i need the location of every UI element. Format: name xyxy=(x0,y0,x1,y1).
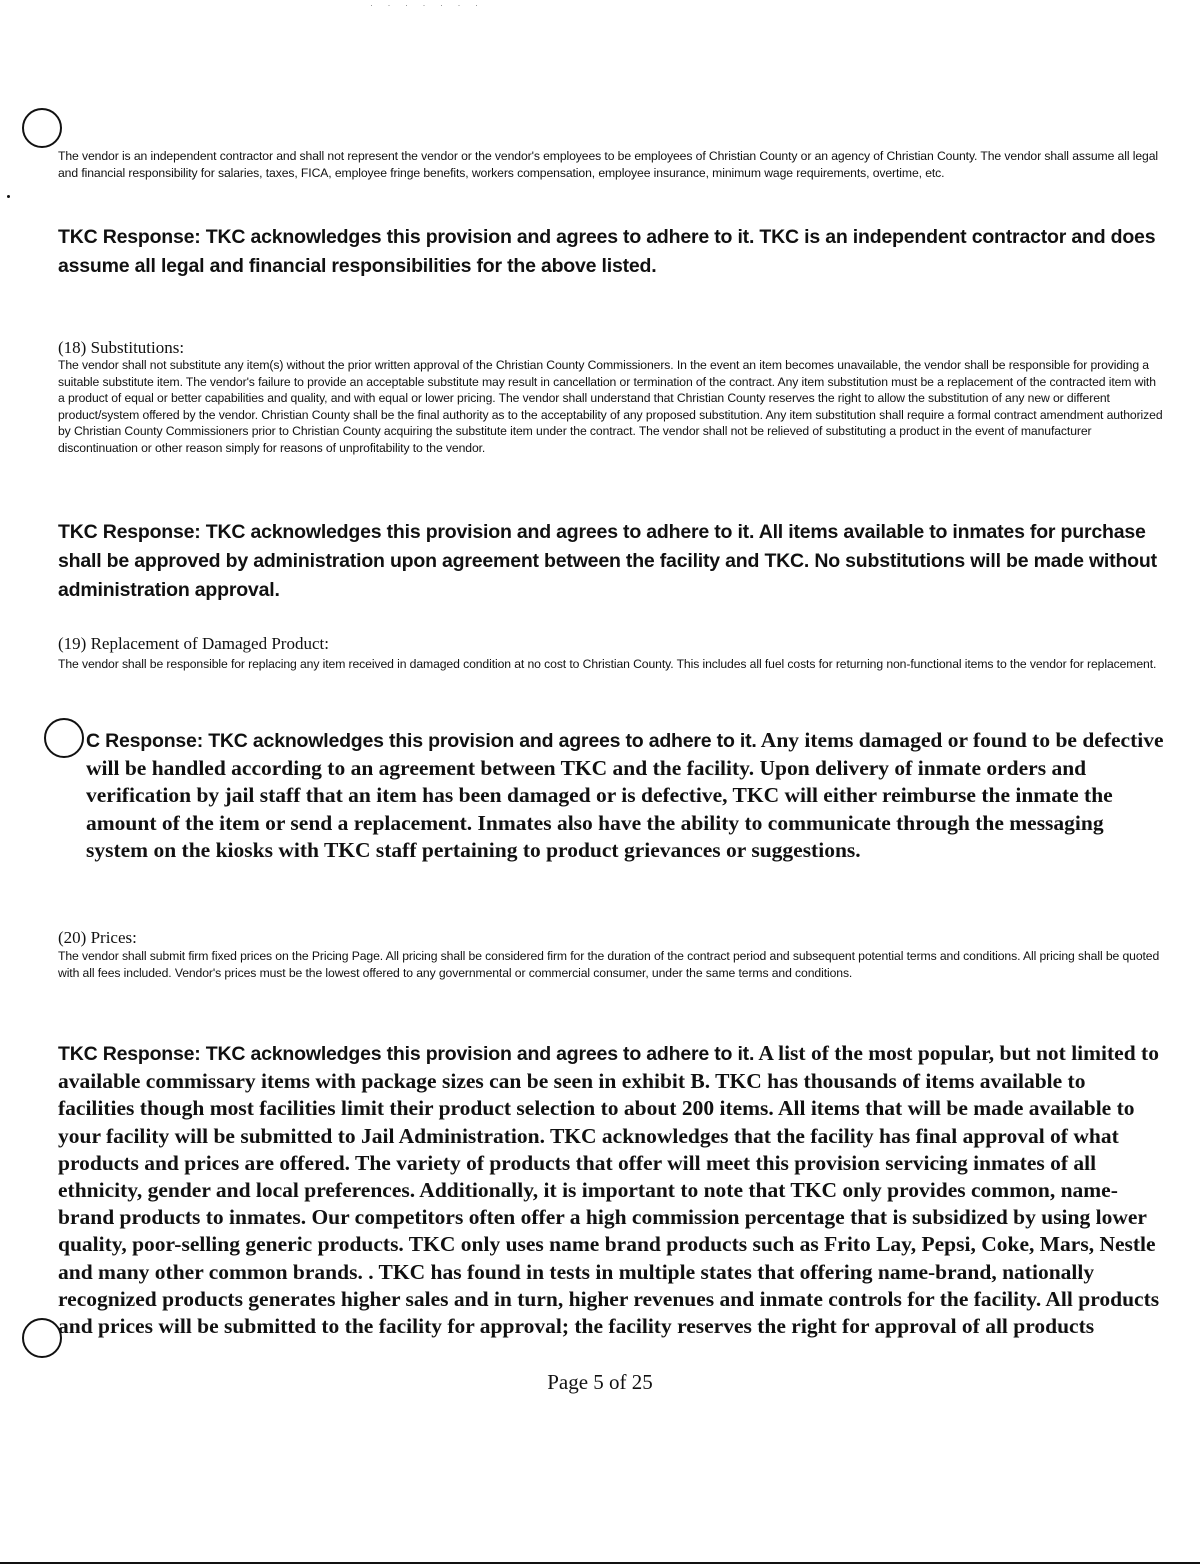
section-20-response-lead: TKC Response: TKC acknowledges this provision and agrees to adhere to it. xyxy=(58,1043,755,1065)
section-20-response xyxy=(58,1040,1164,1340)
scan-artifact: · · · · · · · xyxy=(370,0,484,10)
scan-bottom-edge xyxy=(0,1562,1200,1564)
section-19-response-body: Any items damaged or found to be defective will be handled according to an agreement between TKC and the facility. Upon delivery of inmate orders and verification by jail staff that an item has been damaged or is defective, TKC will either reimburse the inmate the amount of the item or send a replacement. Inmates also have the ability to communicate through the messaging system on the kiosks with TKC staff pertaining to product grievances or suggestions. xyxy=(86,728,1164,862)
section-17-response: TKC Response: TKC acknowledges this provision and agrees to adhere to it. TKC is an independent contractor and does assume all legal and financial responsibilities for the above listed. xyxy=(58,226,1156,277)
section-17-text: The vendor is an independent contractor and shall not represent the vendor or the vendor's employees to be employees of Christian County or an agency of Christian County. The vendor shall assume all legal and financial responsibility for salaries, taxes, FICA, employee fringe benefits, workers compensation, employee insurance, minimum wage requirements, overtime, etc. xyxy=(58,149,1158,180)
section-18-text: The vendor shall not substitute any item(s) without the prior written approval of the Christian County Commissioners. In the event an item becomes unavailable, the vendor shall be responsible for providing a suitable substitute item. The vendor's failure to provide an acceptable substitute may result in cancellation or termination of the contract. Any item substitution must be a replacement of the contracted item with a product of equal or better capabilities and quality, and with equal or lower pricing. The vendor shall understand that Christian County reserves the right to allow the substitution of any new or different product/system offered by the vendor. Christian County shall be the final authority as to the acceptability of any proposed substitution. Any item substitution shall require a formal contract amendment authorized by Christian County Commissioners prior to Christian County acquiring the substitute item under the contract. The vendor shall not be relieved of substituting a product in the event of manufacturer discontinuation or other reason simply for reasons of unprofitability to the vendor. xyxy=(58,358,1163,455)
section-19-response-lead: C Response: TKC acknowledges this provision and agrees to adhere to it. xyxy=(86,730,757,752)
section-18-heading: (18) Substitutions: xyxy=(58,338,185,357)
section-19-text: The vendor shall be responsible for replacing any item received in damaged condition at no cost to Christian County. This includes all fuel costs for returning non-functional items to the vendor for replacement. xyxy=(58,657,1157,671)
page-number: Page 5 of 25 xyxy=(547,1370,653,1394)
section-19-response xyxy=(86,727,1164,864)
section-18-response: TKC Response: TKC acknowledges this provision and agrees to adhere to it. All items available to inmates for purchase shall be approved by administration upon agreement between the facility and TKC. No substitutions will be made without administration approval. xyxy=(58,521,1157,601)
hole-punch-top xyxy=(22,108,62,148)
margin-mark xyxy=(7,195,10,198)
section-19-heading: (19) Replacement of Damaged Product: xyxy=(58,634,329,653)
section-20-heading: (20) Prices: xyxy=(58,928,137,947)
hole-punch-bottom xyxy=(22,1318,62,1358)
section-20-text: The vendor shall submit firm fixed prices on the Pricing Page. All pricing shall be considered firm for the duration of the contract period and subsequent potential terms and conditions. All pricing shall be quoted with all fees included. Vendor's prices must be the lowest offered to any governmental or commercial consumer, under the same terms and conditions. xyxy=(58,949,1160,980)
hole-punch-middle xyxy=(44,718,84,758)
section-20-response-body: A list of the most popular, but not limited to available commissary items with package sizes can be seen in exhibit B. TKC has thousands of items available to facilities though most facilities limit their product selection to about 200 items. All items that will be made available to your facility will be submitted to Jail Administration. TKC acknowledges that the facility has final approval of what products and prices are offered. The variety of products that offer will meet this provision servicing inmates of all ethnicity, gender and local preferences. Additionally, it is important to note that TKC only provides common, name-brand products to inmates. Our competitors often offer a high commission percentage that is subsidized by using lower quality, poor-selling generic products. TKC only uses name brand products such as Frito Lay, Pepsi, Coke, Mars, Nestle and many other common brands. . TKC has found in tests in multiple states that offering name-brand, nationally recognized products generates higher sales and in turn, higher revenues and inmate controls for the facility. All products and prices will be submitted to the facility for approval; the facility reserves the right for approval of all products xyxy=(58,1041,1160,1339)
